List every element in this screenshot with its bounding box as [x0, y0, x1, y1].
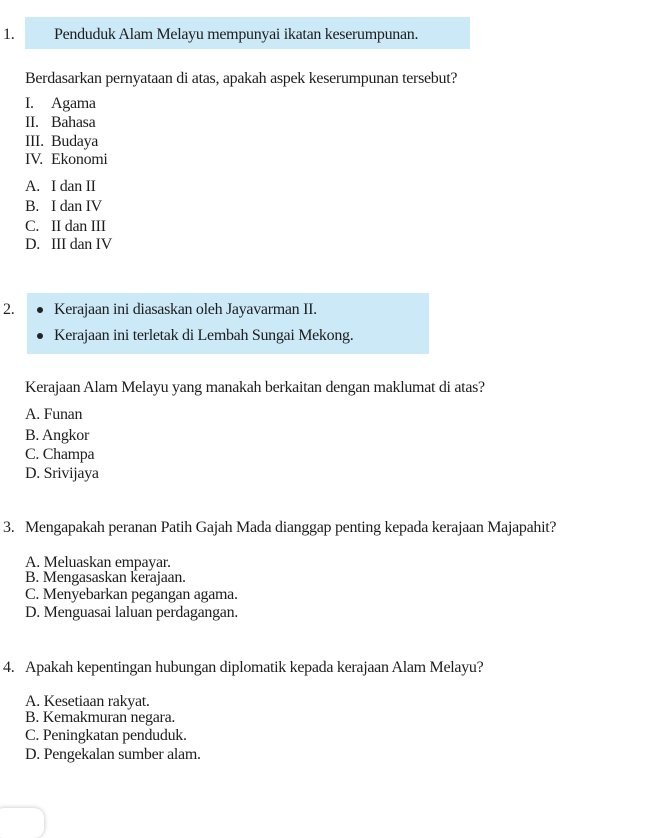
option-text: I dan IV — [51, 198, 102, 215]
option: A. Kesetiaan rakyat. — [25, 693, 150, 710]
item-num: IV. — [25, 151, 43, 168]
option: D. Pengekalan sumber alam. — [25, 746, 201, 763]
option: A. Meluaskan empayar. — [25, 554, 171, 571]
question-text: Apakah kepentingan hubungan diplomatik kepada kerajaan Alam Melayu? — [25, 659, 484, 676]
option: C. Peningkatan penduduk. — [25, 727, 187, 744]
page-edge-tab — [0, 808, 44, 838]
option-text: III dan IV — [51, 236, 112, 253]
option: C. Menyebarkan pegangan agama. — [25, 586, 238, 603]
option: B. Mengasaskan kerajaan. — [25, 569, 186, 586]
item-text: Budaya — [51, 133, 99, 150]
question-number: 3. — [3, 519, 15, 536]
question-number: 4. — [3, 659, 15, 676]
question-text: Berdasarkan pernyataan di atas, apakah aspek keserumpunan tersebut? — [25, 70, 458, 87]
option-text: II dan III — [51, 218, 106, 235]
question-text: Kerajaan Alam Melayu yang manakah berkaitan dengan maklumat di atas? — [25, 379, 485, 396]
option-letter: A. — [25, 178, 40, 195]
item-text: Agama — [51, 95, 96, 112]
info-bullet: Kerajaan ini diasaskan oleh Jayavarman II. — [54, 301, 317, 318]
item-text: Bahasa — [51, 114, 96, 131]
item-num: II. — [25, 114, 39, 131]
option: B. Angkor — [25, 427, 89, 444]
question-number: 1. — [3, 26, 15, 43]
question-number: 2. — [3, 301, 15, 318]
item-num: III. — [25, 133, 44, 150]
option-text: I dan II — [51, 178, 96, 195]
option: B. Kemakmuran negara. — [25, 709, 176, 726]
info-bullet: Kerajaan ini terletak di Lembah Sungai Mekong. — [54, 327, 354, 344]
item-text: Ekonomi — [51, 151, 108, 168]
statement-text: Penduduk Alam Melayu mempunyai ikatan keserumpunan. — [54, 26, 419, 43]
bullet-icon — [37, 333, 43, 339]
option: D. Srivijaya — [25, 465, 99, 482]
option: C. Champa — [25, 446, 95, 463]
item-num: I. — [25, 95, 34, 112]
option-letter: D. — [25, 236, 40, 253]
option: D. Menguasai laluan perdagangan. — [25, 604, 238, 621]
option-letter: B. — [25, 198, 40, 215]
bullet-icon — [37, 307, 43, 313]
question-text: Mengapakah peranan Patih Gajah Mada dianggap penting kepada kerajaan Majapahit? — [25, 519, 557, 536]
option-letter: C. — [25, 218, 40, 235]
option: A. Funan — [25, 406, 83, 423]
